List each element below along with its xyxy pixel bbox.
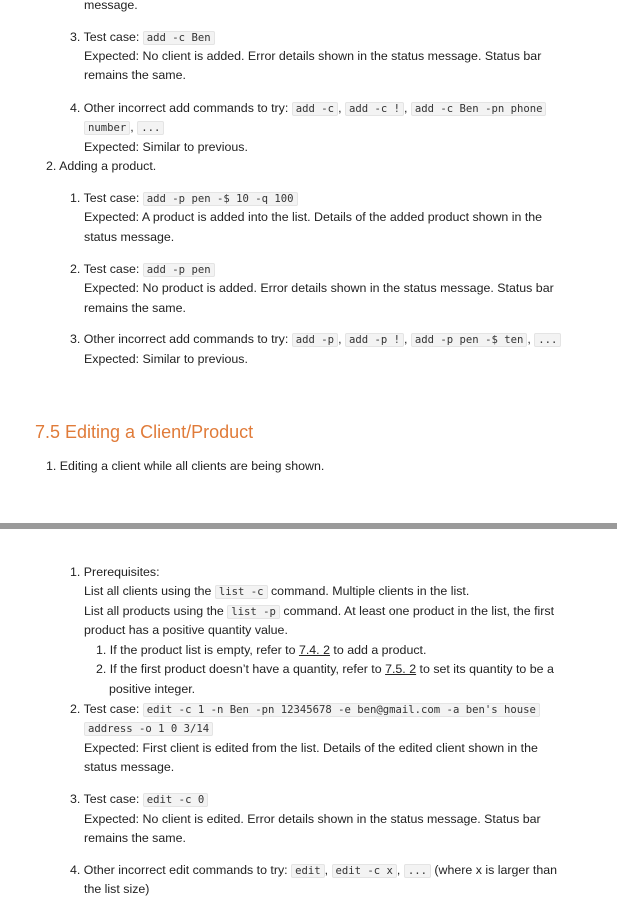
- text: If the first product doesn’t have a quantity, refer to: [109, 662, 382, 676]
- list-item-continued: the list size): [84, 882, 150, 896]
- list-item-continued: [84, 118, 164, 139]
- list-item: [70, 861, 557, 882]
- command-code: number: [84, 121, 130, 135]
- separator: ,: [324, 863, 329, 877]
- expected-text: remains the same.: [84, 831, 186, 845]
- other-commands-label: Other incorrect add commands to try:: [83, 101, 289, 115]
- test-case-label: Test case:: [83, 792, 140, 806]
- expected-text: Expected: No client is edited. Error details shown in the status message. Status bar: [84, 812, 541, 826]
- list-item: [46, 457, 324, 477]
- expected-text: status message.: [84, 760, 175, 774]
- page-divider: [0, 523, 617, 529]
- separator: ,: [404, 332, 408, 346]
- command-code: add -p pen -$ 10 -q 100: [143, 192, 298, 206]
- command-code: edit: [291, 864, 325, 878]
- expected-text: Expected: No product is added. Error details shown in the status message. Status bar: [84, 281, 554, 295]
- expected-text: Expected: No client is added. Error details shown in the status message. Status bar: [84, 49, 542, 63]
- item-number: 3.: [70, 332, 81, 346]
- command-code: add -c Ben: [143, 31, 215, 45]
- command-code: list -c: [215, 585, 268, 599]
- separator: ,: [396, 863, 401, 877]
- item-title: Editing a client while all clients are being shown.: [59, 459, 325, 473]
- section-link[interactable]: 7.5. 2: [385, 662, 417, 676]
- expected-text: Expected: First client is edited from the list. Details of the edited client shown in the: [84, 741, 538, 755]
- sub-list-item: [96, 641, 426, 661]
- list-item: [70, 330, 561, 351]
- list-item: [70, 99, 546, 120]
- separator: ,: [404, 101, 408, 115]
- list-item: [46, 157, 156, 177]
- expected-text: Expected: Similar to previous.: [84, 352, 248, 366]
- other-commands-label: Other incorrect add commands to try:: [83, 332, 289, 346]
- text: command. Multiple clients in the list.: [270, 584, 470, 598]
- command-code: list -p: [227, 605, 280, 619]
- prerequisite-line: product has a positive quantity value.: [84, 623, 288, 637]
- list-item: [70, 563, 160, 583]
- section-link[interactable]: 7.4. 2: [298, 643, 330, 657]
- expected-text: status message.: [84, 230, 175, 244]
- separator: ,: [527, 332, 531, 346]
- text: (where x is larger than: [434, 863, 558, 877]
- command-code: ...: [404, 864, 431, 878]
- expected-text: remains the same.: [84, 68, 186, 82]
- expected-text: remains the same.: [84, 301, 186, 315]
- item-number: 4.: [70, 863, 81, 877]
- message-tail: message.: [84, 0, 138, 12]
- prerequisite-line: [84, 602, 554, 623]
- sub-list-item: [96, 660, 554, 680]
- list-item: [70, 189, 298, 210]
- command-code: ...: [534, 333, 561, 347]
- item-title: Adding a product.: [59, 159, 157, 173]
- item-number: 2.: [70, 702, 81, 716]
- separator: ,: [338, 332, 342, 346]
- command-code: ...: [137, 121, 164, 135]
- separator: ,: [338, 101, 342, 115]
- item-number: 2.: [96, 662, 107, 676]
- item-number: 4.: [70, 101, 81, 115]
- command-code: add -p: [292, 333, 338, 347]
- list-item-continued: [84, 719, 213, 740]
- item-number: 1.: [96, 643, 107, 657]
- command-code: add -c !: [345, 102, 404, 116]
- list-item: [70, 28, 215, 49]
- separator: ,: [130, 120, 134, 134]
- item-number: 1.: [46, 459, 57, 473]
- text: to add a product.: [333, 643, 427, 657]
- command-code: add -c Ben -pn phone: [411, 102, 547, 116]
- text: List all products using the: [84, 604, 224, 618]
- test-case-label: Test case:: [83, 262, 140, 276]
- item-number: 2.: [70, 262, 81, 276]
- section-heading: 7.5 Editing a Client/Product: [35, 422, 254, 442]
- test-case-label: Test case:: [83, 191, 140, 205]
- list-item: [70, 260, 215, 281]
- command-code: edit -c x: [332, 864, 397, 878]
- other-commands-label: Other incorrect edit commands to try:: [83, 863, 288, 877]
- command-code: address -o 1 0 3/14: [84, 722, 213, 736]
- command-code: add -p pen -$ ten: [411, 333, 527, 347]
- test-case-label: Test case:: [83, 30, 140, 44]
- command-code: edit -c 1 -n Ben -pn 12345678 -e ben@gmail.com -a ben's house: [143, 703, 540, 717]
- text: If the product list is empty, refer to: [109, 643, 296, 657]
- expected-text: Expected: Similar to previous.: [84, 140, 248, 154]
- text: to set its quantity to be a: [419, 662, 554, 676]
- expected-text: Expected: A product is added into the list. Details of the added product shown in the: [84, 210, 543, 224]
- item-number: 3.: [70, 30, 81, 44]
- text: command. At least one product in the list, the first: [283, 604, 555, 618]
- sub-list-item-continued: positive integer.: [109, 682, 196, 696]
- list-item: [70, 790, 208, 811]
- test-case-label: Test case:: [83, 702, 140, 716]
- command-code: add -c: [292, 102, 338, 116]
- item-number: 2.: [46, 159, 57, 173]
- item-number: 1.: [70, 565, 81, 579]
- list-item: [70, 700, 540, 721]
- item-number: 3.: [70, 792, 81, 806]
- command-code: add -p !: [345, 333, 404, 347]
- prerequisite-line: [84, 582, 469, 603]
- command-code: add -p pen: [143, 263, 215, 277]
- item-number: 1.: [70, 191, 81, 205]
- prerequisites-label: Prerequisites:: [83, 565, 160, 579]
- command-code: edit -c 0: [143, 793, 208, 807]
- text: List all clients using the: [84, 584, 212, 598]
